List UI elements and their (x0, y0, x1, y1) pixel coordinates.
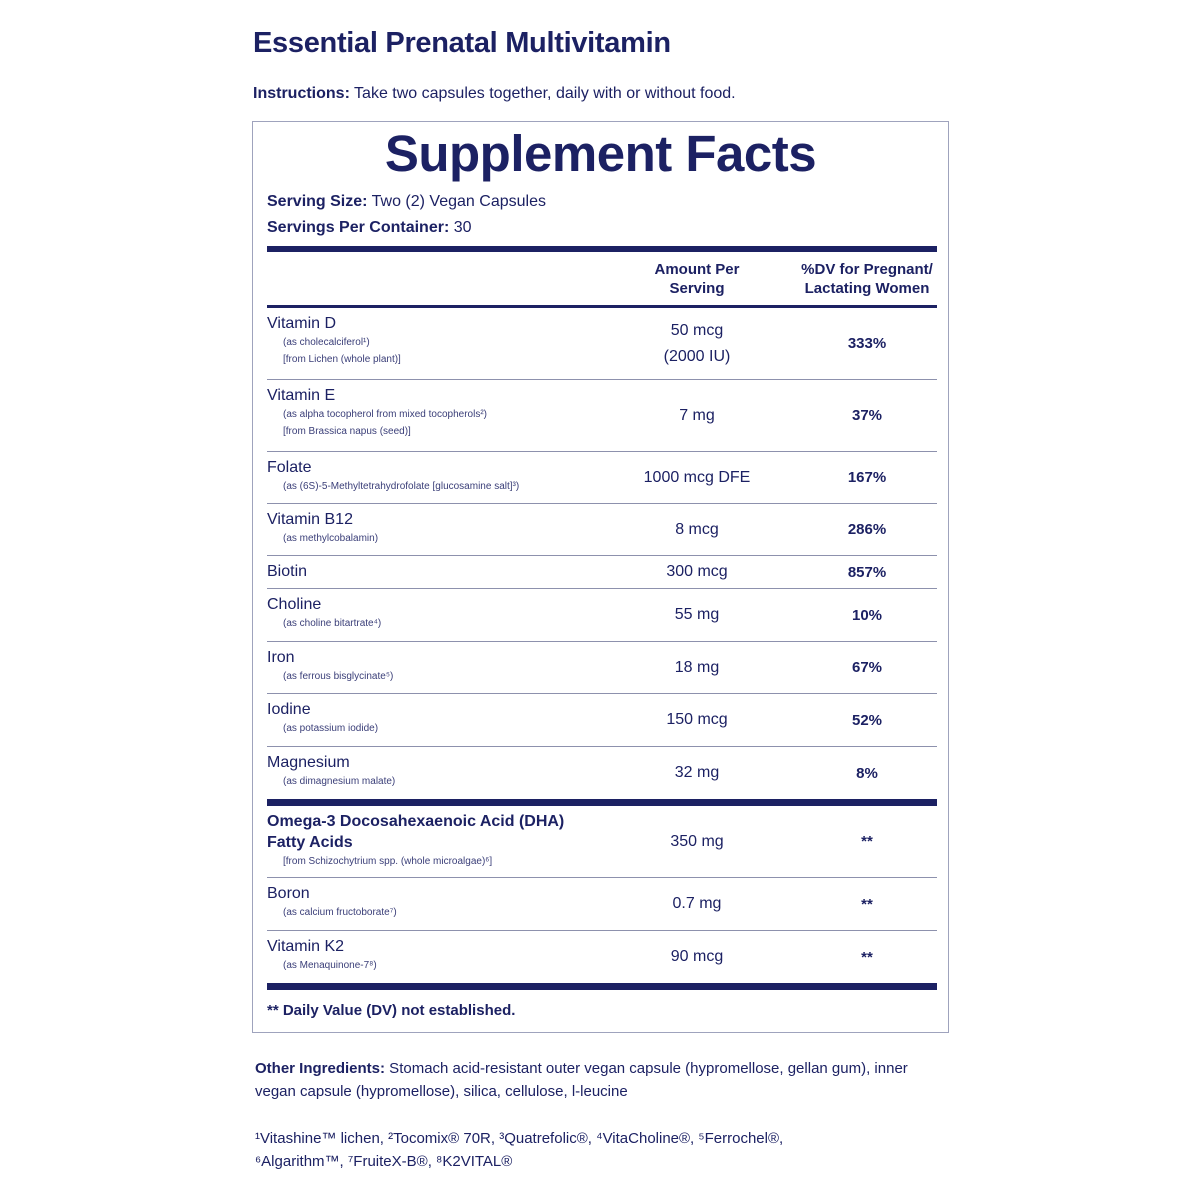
other-ingredients-label: Other Ingredients: (255, 1060, 386, 1077)
nutrient-name: Omega-3 Docosahexaenoic Acid (DHA) (267, 813, 565, 830)
serving-size-label: Serving Size: (267, 193, 368, 210)
nutrient-row-boron (267, 878, 937, 930)
nutrient-row-vitamin-d (267, 308, 937, 379)
nutrient-row-iodine (267, 694, 937, 746)
nutrient-amount: 18 mg (674, 658, 720, 676)
nutrient-name: Iodine (267, 701, 311, 718)
nutrient-row-iron (267, 642, 937, 693)
nutrient-note: (as potassium iodide) (283, 723, 379, 734)
servings-per-container-value: 30 (449, 219, 472, 236)
nutrient-row-vitamin-k2 (267, 931, 937, 983)
nutrient-note: (as Menaquinone-7⁸) (283, 960, 377, 971)
nutrient-dv: 67% (851, 659, 883, 676)
nutrient-note: [from Schizochytrium spp. (whole microalgae)⁶] (283, 856, 493, 867)
instructions (253, 85, 736, 103)
nutrient-amount: 300 mcg (666, 563, 728, 580)
nutrient-name: Iron (267, 649, 295, 666)
nutrient-dv: 10% (851, 606, 883, 624)
nutrient-name: Folate (267, 459, 312, 476)
nutrient-amount: 350 mg (670, 832, 724, 850)
nutrient-name: Boron (267, 885, 310, 902)
nutrient-name: Vitamin B12 (267, 511, 353, 528)
facts-table (267, 246, 937, 1019)
dv-header: %DV for Pregnant/ Lactating Women (801, 260, 933, 297)
supplement-facts-heading: Supplement Facts (384, 125, 817, 182)
nutrient-name: Vitamin D (267, 315, 337, 332)
nutrient-amount: 7 mg (679, 406, 715, 424)
nutrient-dv: ** (861, 833, 873, 850)
trademark-line: ¹Vitashine™ lichen, ²Tocomix® 70R, ³Quatrefolic®, ⁴VitaCholine®, ⁵Ferrochel®, (255, 1130, 784, 1147)
nutrient-dv: 8% (856, 764, 878, 782)
nutrient-name: Biotin (267, 563, 308, 580)
nutrient-amount: 8 mcg (675, 520, 719, 538)
nutrient-dv: 167% (847, 469, 887, 486)
nutrient-row-folate (267, 452, 937, 503)
nutrient-row-vitamin-e (267, 380, 937, 451)
nutrient-note: (as choline bitartrate⁴) (283, 618, 382, 629)
instructions-text: Take two capsules together, daily with or without food. (349, 85, 736, 102)
dv-footnote: ** Daily Value (DV) not established. (267, 1002, 516, 1019)
nutrient-note: (as alpha tocopherol from mixed tocopherols²) (283, 409, 487, 420)
nutrient-amount: 1000 mcg DFE (643, 468, 751, 486)
nutrient-note: (as cholecalciferol¹) (283, 337, 370, 348)
nutrient-name: Choline (267, 596, 322, 613)
product-title: Essential Prenatal Multivitamin (253, 27, 671, 59)
nutrient-amount: 32 mg (674, 764, 720, 781)
supplement-facts-panel (252, 121, 949, 1033)
nutrient-row-biotin (267, 556, 937, 588)
instructions-label: Instructions: (253, 85, 350, 102)
serving-size (267, 193, 546, 211)
nutrient-amount: 55 mg (674, 606, 720, 623)
trademark-footnotes (255, 1127, 945, 1173)
nutrient-note: [from Lichen (whole plant)] (283, 354, 401, 365)
nutrient-amount: 90 mcg (670, 948, 724, 965)
servings-per-container-label: Servings Per Container: (267, 219, 450, 236)
nutrient-amount: 50 mcg (2000 IU) (663, 321, 731, 365)
nutrient-dv: 286% (847, 521, 887, 538)
nutrient-name: Vitamin K2 (267, 938, 345, 955)
nutrient-row-omega-3-dha (267, 806, 937, 877)
nutrient-name-continued: Fatty Acids (267, 834, 353, 851)
nutrient-dv: ** (861, 948, 873, 966)
nutrient-note: (as calcium fructoborate⁷) (283, 907, 397, 918)
nutrient-note: [from Brassica napus (seed)] (283, 426, 411, 437)
nutrient-name: Magnesium (267, 754, 350, 771)
nutrient-row-vitamin-b12 (267, 504, 937, 555)
nutrient-note: (as (6S)-5-Methyltetrahydrofolate [glucosamine salt]³) (283, 481, 520, 492)
serving-size-value: Two (2) Vegan Capsules (367, 193, 546, 210)
servings-per-container (267, 219, 472, 237)
trademark-line: ⁶Algarithm™, ⁷FruiteX-B®, ⁸K2VITAL® (255, 1153, 513, 1170)
nutrient-name: Vitamin E (267, 387, 336, 404)
thick-divider (267, 799, 937, 806)
amount-per-serving-header: Amount Per Serving (654, 260, 740, 297)
other-ingredients-text: Stomach acid-resistant outer vegan capsule (hypromellose, gellan gum), inner vegan capsule (hypromellose), silica, cellulose, l-leucine (255, 1060, 908, 1100)
nutrient-dv: 52% (851, 711, 883, 729)
nutrient-note: (as ferrous bisglycinate⁵) (283, 671, 394, 682)
nutrient-dv: 333% (847, 335, 887, 352)
nutrient-amount: 150 mcg (666, 711, 728, 728)
nutrient-note: (as dimagnesium malate) (283, 776, 396, 787)
thick-divider (267, 983, 937, 990)
column-header-row (267, 252, 937, 305)
nutrient-note: (as methylcobalamin) (283, 533, 379, 544)
nutrient-row-choline (267, 589, 937, 641)
nutrient-dv: 857% (847, 563, 887, 581)
nutrient-dv: ** (861, 895, 873, 913)
nutrient-row-magnesium (267, 747, 937, 799)
other-ingredients (255, 1057, 945, 1103)
nutrient-dv: 37% (851, 407, 883, 424)
nutrient-amount: 0.7 mg (672, 895, 722, 912)
